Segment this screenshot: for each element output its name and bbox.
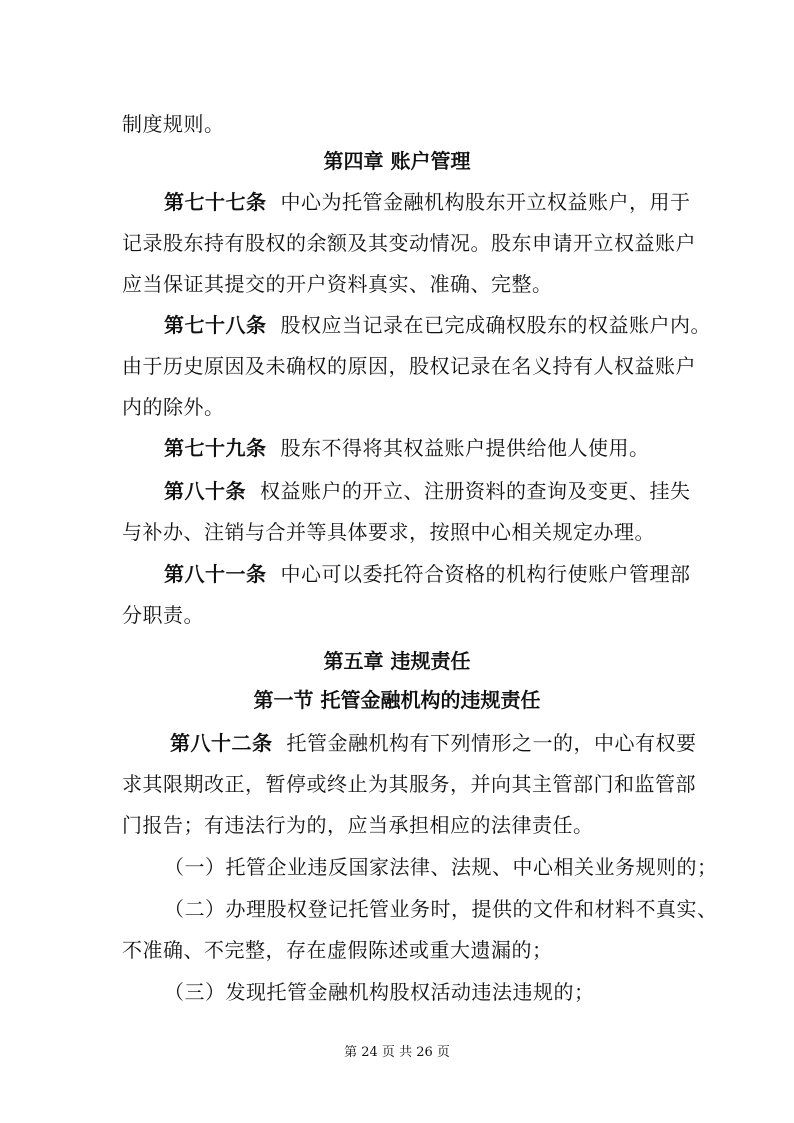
article-text: 托管金融机构有下列情形之一的，中心有权要	[286, 731, 697, 755]
article-number: 第七十九条	[164, 436, 267, 460]
article-number: 第七十七条	[164, 190, 267, 214]
article-text: 中心为托管金融机构股东开立权益账户，用于	[280, 190, 691, 214]
article-text: 股东不得将其权益账户提供给他人使用。	[280, 436, 650, 460]
article-80	[164, 475, 691, 504]
list-item: （三）发现托管金融机构股权活动违法违规的；	[164, 980, 595, 1004]
chapter-heading: 第四章 账户管理	[323, 149, 471, 173]
article-78	[164, 309, 711, 338]
article-81	[164, 558, 691, 587]
text-line: 由于历史原因及未确权的原因，股权记录在名义持有人权益账户	[122, 354, 696, 378]
chapter-heading: 第五章 违规责任	[323, 649, 471, 673]
article-text: 中心可以委托符合资格的机构行使账户管理部	[280, 562, 691, 586]
article-number: 第八十一条	[164, 562, 267, 586]
section-heading: 第一节 托管金融机构的违规责任	[253, 688, 541, 712]
article-number: 第八十二条	[170, 731, 273, 755]
text-line: 分职责。	[122, 603, 204, 627]
list-item: （一）托管企业违反国家法律、法规、中心相关业务规则的；	[164, 855, 718, 879]
article-number: 第七十八条	[164, 313, 267, 337]
page-number-footer: 第 24 页 共 26 页	[344, 1045, 450, 1060]
text-line: 求其限期改正，暂停或终止为其服务，并向其主管部门和监管部	[122, 772, 696, 796]
text-line: 不准确、不完整，存在虚假陈述或重大遗漏的；	[122, 938, 553, 962]
text-line: 应当保证其提交的开户资料真实、准确、完整。	[122, 272, 553, 296]
article-text: 权益账户的开立、注册资料的查询及变更、挂失	[260, 479, 691, 503]
article-text: 股权应当记录在已完成确权股东的权益账户内。	[280, 313, 711, 337]
list-item: （二）办理股权登记托管业务时，提供的文件和材料不真实、	[164, 897, 718, 921]
text-line: 门报告；有违法行为的，应当承担相应的法律责任。	[122, 813, 594, 837]
text-line: 制度规则。	[122, 112, 225, 136]
article-79	[164, 432, 650, 461]
article-82	[170, 727, 697, 756]
text-line: 与补办、注销与合并等具体要求，按照中心相关规定办理。	[122, 520, 655, 544]
text-line: 记录股东持有股权的余额及其变动情况。股东申请开立权益账户	[122, 231, 696, 255]
text-line: 内的除外。	[122, 395, 225, 419]
article-number: 第八十条	[164, 479, 246, 503]
article-77	[164, 186, 691, 215]
